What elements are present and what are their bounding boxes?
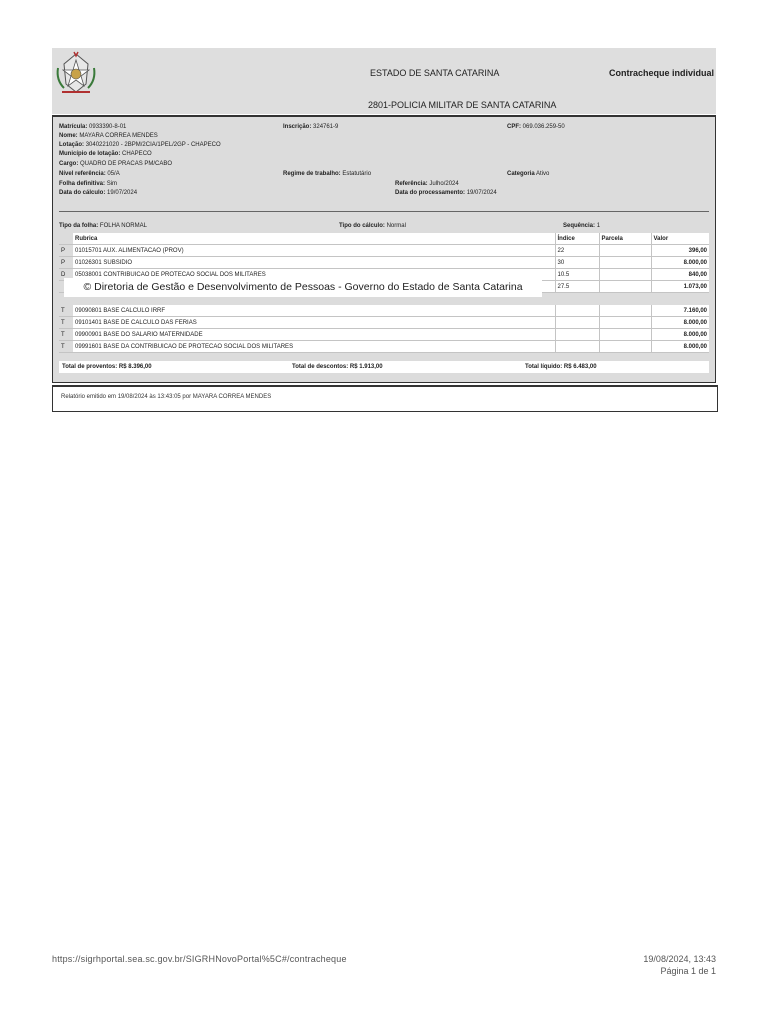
row-valor: 8.000,00	[651, 317, 709, 329]
folha-definitiva-field: Folha definitiva: Sim	[59, 181, 118, 187]
row-valor: 840,00	[651, 269, 709, 281]
tipo-header	[59, 233, 73, 245]
row-parcela	[599, 269, 651, 281]
row-rubrica: 09090801 BASE CALCULO IRRF	[73, 305, 555, 317]
table-header-row	[59, 233, 709, 245]
row-parcela	[599, 317, 651, 329]
copyright-banner: © Diretoria de Gestão e Desenvolvimento de Pessoas - Governo do Estado de Santa Catarina	[64, 278, 542, 297]
row-indice	[555, 317, 599, 329]
table-row	[59, 317, 709, 329]
lotacao-field: Lotação: 3040221020 - 2BPM/2CIA/1PEL/2GP - CHAPECO	[59, 142, 221, 148]
row-parcela	[599, 329, 651, 341]
matricula-field: Matrícula: 0933390-8-01	[59, 124, 127, 130]
row-indice: 30	[555, 257, 599, 269]
totals-bar	[59, 361, 709, 373]
row-parcela	[599, 245, 651, 257]
table-row	[59, 257, 709, 269]
document-title: Contracheque individual	[608, 68, 714, 78]
coat-of-arms-icon	[52, 50, 100, 98]
table-row	[59, 305, 709, 317]
row-indice: 22	[555, 245, 599, 257]
row-indice	[555, 329, 599, 341]
report-box	[52, 385, 718, 412]
total-descontos: Total de descontos: R$ 1.913,00	[292, 364, 383, 370]
cpf-field: CPF: 069.036.259-50	[507, 124, 565, 130]
regime-field: Regime de trabalho: Estatutário	[283, 171, 372, 177]
payslip-details-box	[52, 115, 716, 383]
categoria-field: Categoria Ativo	[507, 171, 550, 177]
row-parcela	[599, 341, 651, 353]
cargo-field: Cargo: QUADRO DE PRACAS PM/CABO	[59, 161, 173, 167]
indice-header: Índice	[555, 233, 599, 245]
table-row	[59, 329, 709, 341]
row-rubrica: 09101401 BASE DE CALCULO DAS FERIAS	[73, 317, 555, 329]
nome-field: Nome: MAYARA CORREA MENDES	[59, 133, 158, 139]
row-indice	[555, 341, 599, 353]
row-valor: 8.000,00	[651, 329, 709, 341]
row-rubrica: 09900901 BASE DO SALARIO MATERNIDADE	[73, 329, 555, 341]
total-liquido: Total líquido: R$ 6.483,00	[525, 364, 597, 370]
row-rubrica: 09991601 BASE DA CONTRIBUICAO DE PROTECAO SOCIAL DOS MILITARES	[73, 341, 555, 353]
row-tipo: T	[59, 317, 73, 329]
state-title: ESTADO DE SANTA CATARINA	[370, 68, 500, 78]
row-rubrica: 05038001 CONTRIBUICAO DE PROTECAO SOCIAL DOS MILITARES	[73, 269, 555, 281]
tipo-calculo-field: Tipo do cálculo: Normal	[339, 223, 406, 229]
row-tipo: T	[59, 305, 73, 317]
sequencia-field: Sequência: 1	[563, 223, 601, 229]
row-parcela	[599, 305, 651, 317]
row-indice	[555, 305, 599, 317]
row-tipo: D	[59, 269, 73, 281]
total-proventos: Total de proventos: R$ 8.396,00	[62, 364, 152, 370]
row-tipo: T	[59, 341, 73, 353]
page-header	[52, 48, 716, 114]
row-tipo: T	[59, 329, 73, 341]
table-row	[59, 245, 709, 257]
row-tipo: P	[59, 245, 73, 257]
nivel-field: Nível referência: 05/A	[59, 171, 120, 177]
report-emitted-text: Relatório emitido em 19/08/2024 às 13:43:05 por MAYARA CORREA MENDES	[61, 394, 272, 400]
table-row	[59, 341, 709, 353]
data-processamento-field: Data do processamento: 19/07/2024	[395, 190, 497, 196]
row-valor: 396,00	[651, 245, 709, 257]
row-indice: 10.5	[555, 269, 599, 281]
row-valor: 8.000,00	[651, 257, 709, 269]
section-divider	[59, 211, 709, 212]
data-calculo-field: Data do cálculo: 19/07/2024	[59, 190, 138, 196]
row-rubrica: 01026301 SUBSIDIO	[73, 257, 555, 269]
parcela-header: Parcela	[599, 233, 651, 245]
print-footer-datetime: 19/08/2024, 13:43	[643, 954, 716, 964]
print-footer-url: https://sigrhportal.sea.sc.gov.br/SIGRHNovoPortal%5C#/contracheque	[52, 954, 347, 964]
row-indice: 27.5	[555, 281, 599, 293]
organization-title: 2801-POLICIA MILITAR DE SANTA CATARINA	[368, 100, 557, 110]
row-valor: 1.073,00	[651, 281, 709, 293]
inscricao-field: Inscrição: 324761-9	[283, 124, 339, 130]
referencia-field: Referência: Julho/2024	[395, 181, 459, 187]
row-parcela	[599, 281, 651, 293]
rubrica-header: Rubrica	[73, 233, 555, 245]
tipo-folha-field: Tipo da folha: FOLHA NORMAL	[59, 223, 147, 229]
row-valor: 8.000,00	[651, 341, 709, 353]
row-valor: 7.160,00	[651, 305, 709, 317]
row-rubrica: 01015701 AUX. ALIMENTACAO (PROV)	[73, 245, 555, 257]
row-parcela	[599, 257, 651, 269]
valor-header: Valor	[651, 233, 709, 245]
print-footer-page: Página 1 de 1	[660, 966, 716, 976]
row-tipo: P	[59, 257, 73, 269]
municipio-field: Município de lotação: CHAPECO	[59, 151, 152, 157]
